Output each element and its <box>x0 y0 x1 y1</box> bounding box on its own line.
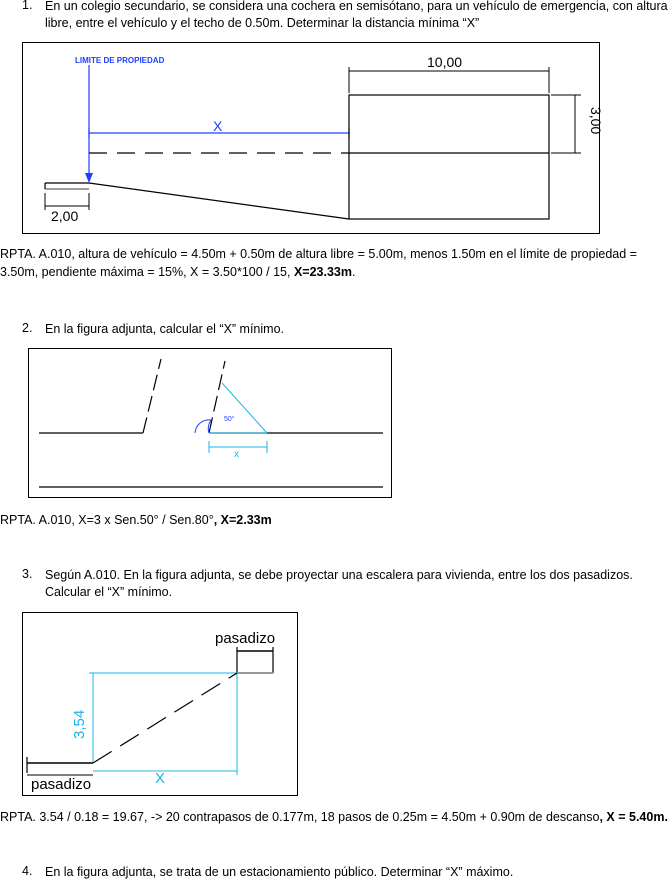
q1-text-line2: libre, entre el vehículo y el techo de 0.50m. Determinar la distancia mínima “X” <box>45 16 480 30</box>
dashed-stair-line <box>93 673 237 763</box>
q3-figure <box>22 612 298 796</box>
x-dimension-label: x <box>234 449 239 460</box>
property-limit-label: LIMITE DE PROPIEDAD <box>75 56 165 65</box>
q1-answer-result: X=23.33m <box>293 265 352 279</box>
right-dashed-wall <box>209 361 225 433</box>
lower-pasadizo-label: pasadizo <box>31 776 92 793</box>
q1-answer-text: 3.50m, pendiente máxima = 15%, X = 3.50*100 / 15, <box>0 265 294 279</box>
q3-text-line1: Según A.010. En la figura adjunta, se debe proyectar una escalera para vivienda, entre los dos pasadizos. <box>45 568 633 582</box>
q4-number: 4. <box>22 864 33 878</box>
q3-number: 3. <box>22 567 33 581</box>
q3-text-line2: Calcular el “X” mínimo. <box>45 585 173 599</box>
q1-figure <box>22 42 604 234</box>
q1-text-line1: En un colegio secundario, se considera una cochera en semisótano, para un vehículo de emergencia, con altura <box>45 0 668 13</box>
q3-answer <box>0 808 668 826</box>
q2-number: 2. <box>22 321 33 335</box>
q2-answer-text: RPTA. A.010, X=3 x Sen.50° / Sen.80° <box>0 513 214 527</box>
q4-text: En la figura adjunta, se trata de un estacionamiento público. Determinar “X” máximo. <box>45 865 514 879</box>
property-limit-arrowhead <box>85 173 93 183</box>
q3-figure-drawing <box>23 613 297 795</box>
q2-figure-drawing <box>29 349 391 497</box>
left-dashed-wall <box>143 359 161 433</box>
q3-answer-text: RPTA. 3.54 / 0.18 = 19.67, -> 20 contrapasos de 0.177m, 18 pasos de 0.25m = 4.50m + 0.90m de descanso <box>0 810 600 824</box>
q2-text: En la figura adjunta, calcular el “X” mínimo. <box>45 322 284 336</box>
q2-answer-result: , X=2.33m <box>213 513 272 527</box>
q3-answer-result: , X = 5.40m. <box>599 810 668 824</box>
cyan-hypotenuse <box>222 383 267 433</box>
q1-number: 1. <box>22 0 33 12</box>
top-dimension-label: 10,00 <box>427 54 463 70</box>
bottom-dimension-label: 2,00 <box>51 208 79 224</box>
garage-box <box>349 95 549 219</box>
ramp-line <box>89 183 349 219</box>
q2-answer <box>0 511 272 529</box>
side-dimension-label: 3,00 <box>588 107 604 135</box>
q1-answer-end: . <box>352 265 356 279</box>
q2-figure <box>28 348 392 498</box>
x-dimension-label: X <box>213 118 223 134</box>
q1-answer-line1: RPTA. A.010, altura de vehículo = 4.50m + 0.50m de altura libre = 5.00m, menos 1.50m en el límite de propiedad = <box>0 247 637 261</box>
height-dimension-label: 3,54 <box>71 709 88 739</box>
q1-answer-line2 <box>0 263 355 281</box>
x-dimension-label: X <box>155 770 166 787</box>
q1-figure-drawing <box>23 43 604 233</box>
upper-pasadizo-label: pasadizo <box>215 630 276 647</box>
angle-label: 50° <box>224 416 235 423</box>
